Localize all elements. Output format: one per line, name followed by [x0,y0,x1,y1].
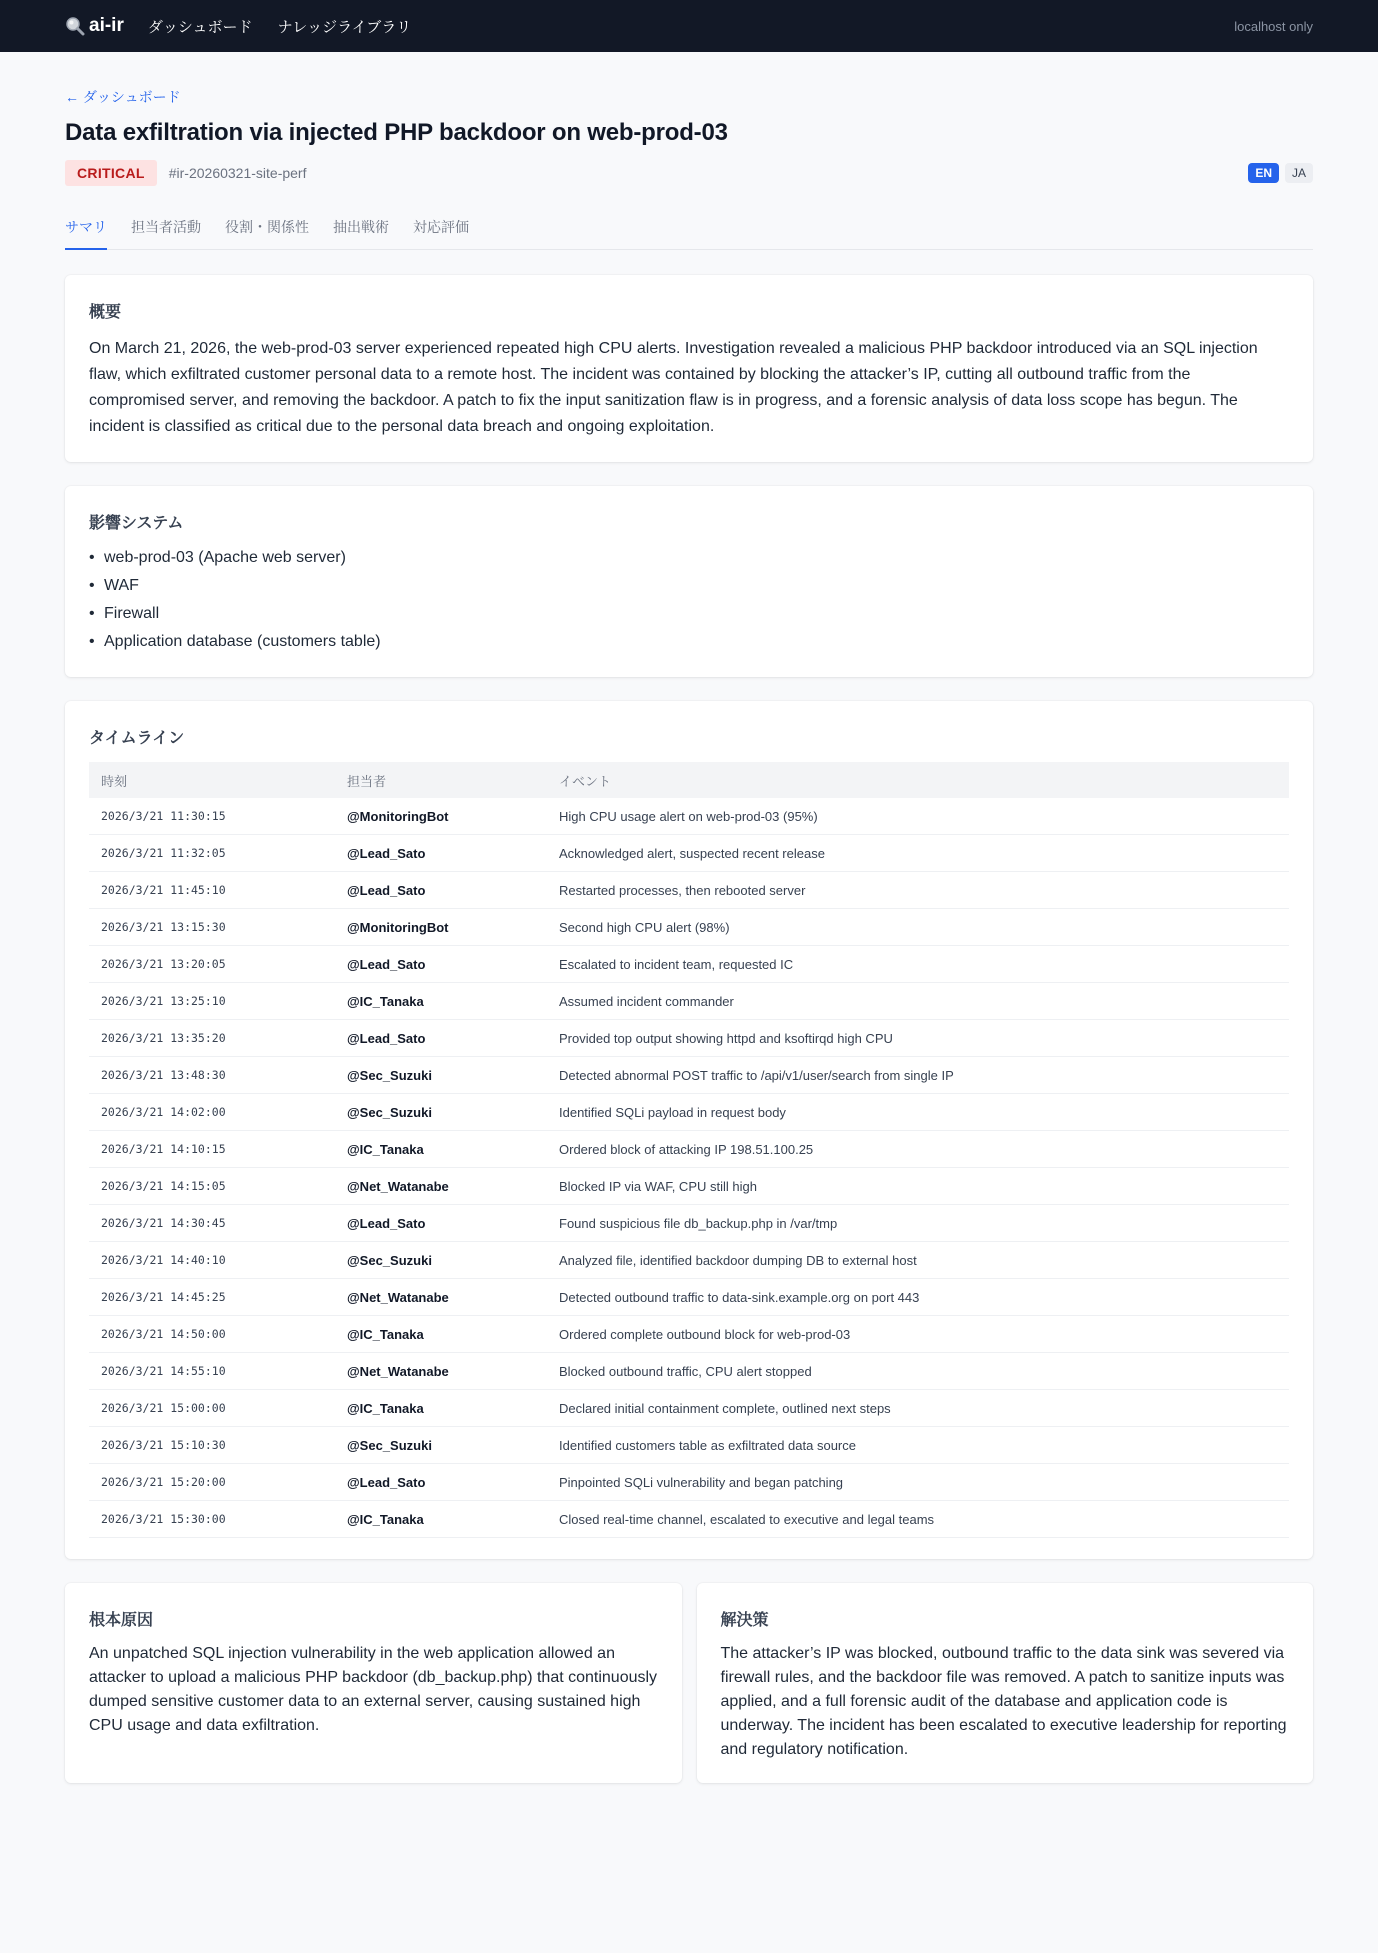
timeline-event-cell: Second high CPU alert (98%) [547,909,1289,946]
timeline-time-cell: 2026/3/21 13:25:10 [89,983,335,1020]
resolution-text: The attacker’s IP was blocked, outbound traffic to the data sink was severed via firewall rules, and the backdoor file was removed. A patch to sanitize inputs was applied, and a full forensic audit of the database and application code is underway. The incident has been escalated to executive leadership for reporting and regulatory notification. [720,1645,1287,1758]
timeline-time-cell: 2026/3/21 14:15:05 [89,1168,335,1205]
table-header-row [89,762,1289,798]
table-row [89,1316,1289,1353]
root-cause-text: An unpatched SQL injection vulnerability in the web application allowed an attacker to upload a malicious PHP backdoor (db_backup.php) that continuously dumped sensitive customer data to an external server, causing sustained high CPU usage and data exfiltration. [89,1645,658,1734]
timeline-time-cell: 2026/3/21 15:10:30 [89,1427,335,1464]
table-row [89,946,1289,983]
affected-systems-heading: 影響システム [89,515,184,532]
summary-heading: 概要 [89,304,122,321]
root-cause-card [65,1583,682,1783]
timeline-actor-cell: @Net_Watanabe [335,1279,547,1316]
timeline-time-cell: 2026/3/21 11:30:15 [89,798,335,835]
tab-assignee-activity[interactable]: 担当者活動 [131,219,201,235]
tab-roles-relationships[interactable]: 役割・関係性 [225,219,309,235]
timeline-time-cell: 2026/3/21 11:32:05 [89,835,335,872]
severity-badge: CRITICAL [65,160,157,186]
table-row [89,1094,1289,1131]
timeline-event-cell: Detected outbound traffic to data-sink.example.org on port 443 [547,1279,1289,1316]
timeline-event-cell: Assumed incident commander [547,983,1289,1020]
channel-name: #ir-20260321-site-perf [168,165,307,181]
table-row [89,1205,1289,1242]
timeline-event-cell: Declared initial containment complete, outlined next steps [547,1390,1289,1427]
timeline-actor-cell: @MonitoringBot [335,909,547,946]
timeline-event-cell: Acknowledged alert, suspected recent release [547,835,1289,872]
list-item: • web-prod-03 (Apache web server) [89,544,1289,572]
timeline-actor-cell: @Sec_Suzuki [335,1094,547,1131]
timeline-actor-cell: @Sec_Suzuki [335,1242,547,1279]
list-item: • Firewall [89,600,1289,628]
summary-card [65,275,1313,462]
brand-name: ai-ir [89,15,124,36]
list-item: • Application database (customers table) [89,628,1289,656]
page-title: Data exfiltration via injected PHP backdoor on web-prod-03 [65,119,728,146]
language-toggle [1242,163,1313,183]
timeline-time-cell: 2026/3/21 13:15:30 [89,909,335,946]
timeline-time-cell: 2026/3/21 15:30:00 [89,1501,335,1538]
tab-bar [65,212,1313,250]
timeline-event-cell: Identified customers table as exfiltrated data source [547,1427,1289,1464]
affected-systems-card [65,486,1313,677]
table-row [89,1353,1289,1390]
table-row [89,835,1289,872]
timeline-event-cell: Blocked outbound traffic, CPU alert stopped [547,1353,1289,1390]
timeline-time-cell: 2026/3/21 15:20:00 [89,1464,335,1501]
timeline-time-cell: 2026/3/21 11:45:10 [89,872,335,909]
column-header-event: イベント [547,762,1289,798]
table-row [89,1390,1289,1427]
timeline-actor-cell: @Lead_Sato [335,1020,547,1057]
timeline-event-cell: Provided top output showing httpd and ksoftirqd high CPU [547,1020,1289,1057]
timeline-time-cell: 2026/3/21 14:30:45 [89,1205,335,1242]
timeline-time-cell: 2026/3/21 13:35:20 [89,1020,335,1057]
table-row [89,1427,1289,1464]
tab-response-evaluation[interactable]: 対応評価 [413,219,469,235]
main-content [0,52,1378,1783]
timeline-actor-cell: @IC_Tanaka [335,1501,547,1538]
timeline-event-cell: Identified SQLi payload in request body [547,1094,1289,1131]
timeline-actor-cell: @Sec_Suzuki [335,1427,547,1464]
timeline-event-cell: Ordered block of attacking IP 198.51.100.25 [547,1131,1289,1168]
tab-extracted-tactics[interactable]: 抽出戦術 [333,219,389,235]
timeline-time-cell: 2026/3/21 13:20:05 [89,946,335,983]
table-row [89,983,1289,1020]
timeline-actor-cell: @Lead_Sato [335,946,547,983]
bottom-row [65,1583,1313,1783]
timeline-time-cell: 2026/3/21 14:40:10 [89,1242,335,1279]
timeline-event-cell: Analyzed file, identified backdoor dumping DB to external host [547,1242,1289,1279]
timeline-table [89,762,1289,1538]
timeline-event-cell: High CPU usage alert on web-prod-03 (95%) [547,798,1289,835]
timeline-event-cell: Pinpointed SQLi vulnerability and began patching [547,1464,1289,1501]
table-row [89,872,1289,909]
timeline-time-cell: 2026/3/21 14:02:00 [89,1094,335,1131]
timeline-actor-cell: @Lead_Sato [335,872,547,909]
timeline-heading: タイムライン [89,730,185,747]
timeline-actor-cell: @Lead_Sato [335,1464,547,1501]
lang-button-ja[interactable]: JA [1285,163,1313,183]
table-row [89,1464,1289,1501]
nav-link-knowledge-library[interactable]: ナレッジライブラリ [277,18,412,36]
timeline-body [89,798,1289,1538]
table-row [89,909,1289,946]
timeline-time-cell: 2026/3/21 14:55:10 [89,1353,335,1390]
affected-systems-list [89,544,1289,656]
table-row [89,1020,1289,1057]
timeline-time-cell: 2026/3/21 15:00:00 [89,1390,335,1427]
timeline-event-cell: Restarted processes, then rebooted server [547,872,1289,909]
table-row [89,1279,1289,1316]
timeline-time-cell: 2026/3/21 14:45:25 [89,1279,335,1316]
timeline-actor-cell: @Net_Watanabe [335,1168,547,1205]
table-row [89,1168,1289,1205]
tab-summary[interactable]: サマリ [65,212,107,249]
root-cause-heading: 根本原因 [89,1612,154,1629]
table-row [89,1242,1289,1279]
timeline-event-cell: Escalated to incident team, requested IC [547,946,1289,983]
timeline-event-cell: Ordered complete outbound block for web-prod-03 [547,1316,1289,1353]
list-item: • WAF [89,572,1289,600]
incident-meta-row [65,159,1313,187]
summary-text: On March 21, 2026, the web-prod-03 server experienced repeated high CPU alerts. Investigation revealed a malicious PHP backdoor introduced via an SQL injection flaw, which exfiltrated customer personal data to a remote host. The incident was contained by blocking the attacker’s IP, cutting all outbound traffic from the compromised server, and removing the backdoor. A patch to fix the input sanitization flaw is in progress, and a forensic analysis of data loss scope has begun. The incident is classified as critical due to the personal data breach and ongoing exploitation. [89,340,1258,435]
table-row [89,1131,1289,1168]
timeline-actor-cell: @Sec_Suzuki [335,1057,547,1094]
timeline-event-cell: Found suspicious file db_backup.php in /var/tmp [547,1205,1289,1242]
timeline-actor-cell: @Net_Watanabe [335,1353,547,1390]
timeline-time-cell: 2026/3/21 14:50:00 [89,1316,335,1353]
timeline-time-cell: 2026/3/21 14:10:15 [89,1131,335,1168]
resolution-card [697,1583,1314,1783]
back-to-dashboard-link[interactable]: ← ダッシュボード [65,89,181,105]
timeline-actor-cell: @Lead_Sato [335,835,547,872]
lang-button-en[interactable]: EN [1248,163,1279,183]
timeline-actor-cell: @IC_Tanaka [335,1390,547,1427]
resolution-heading: 解決策 [720,1612,769,1629]
table-row [89,1501,1289,1538]
table-row [89,798,1289,835]
magnifier-icon [65,16,85,36]
top-nav-bar [0,0,1378,52]
timeline-time-cell: 2026/3/21 13:48:30 [89,1057,335,1094]
brand-logo[interactable] [65,15,124,37]
timeline-actor-cell: @IC_Tanaka [335,1316,547,1353]
nav-link-dashboard[interactable]: ダッシュボード [147,18,253,36]
table-row [89,1057,1289,1094]
timeline-actor-cell: @Lead_Sato [335,1205,547,1242]
column-header-time: 時刻 [89,762,335,798]
column-header-actor: 担当者 [335,762,547,798]
timeline-actor-cell: @MonitoringBot [335,798,547,835]
timeline-card [65,701,1313,1559]
timeline-event-cell: Detected abnormal POST traffic to /api/v1/user/search from single IP [547,1057,1289,1094]
timeline-event-cell: Closed real-time channel, escalated to executive and legal teams [547,1501,1289,1538]
timeline-event-cell: Blocked IP via WAF, CPU still high [547,1168,1289,1205]
timeline-actor-cell: @IC_Tanaka [335,983,547,1020]
timeline-actor-cell: @IC_Tanaka [335,1131,547,1168]
host-note: localhost only [1234,18,1313,34]
